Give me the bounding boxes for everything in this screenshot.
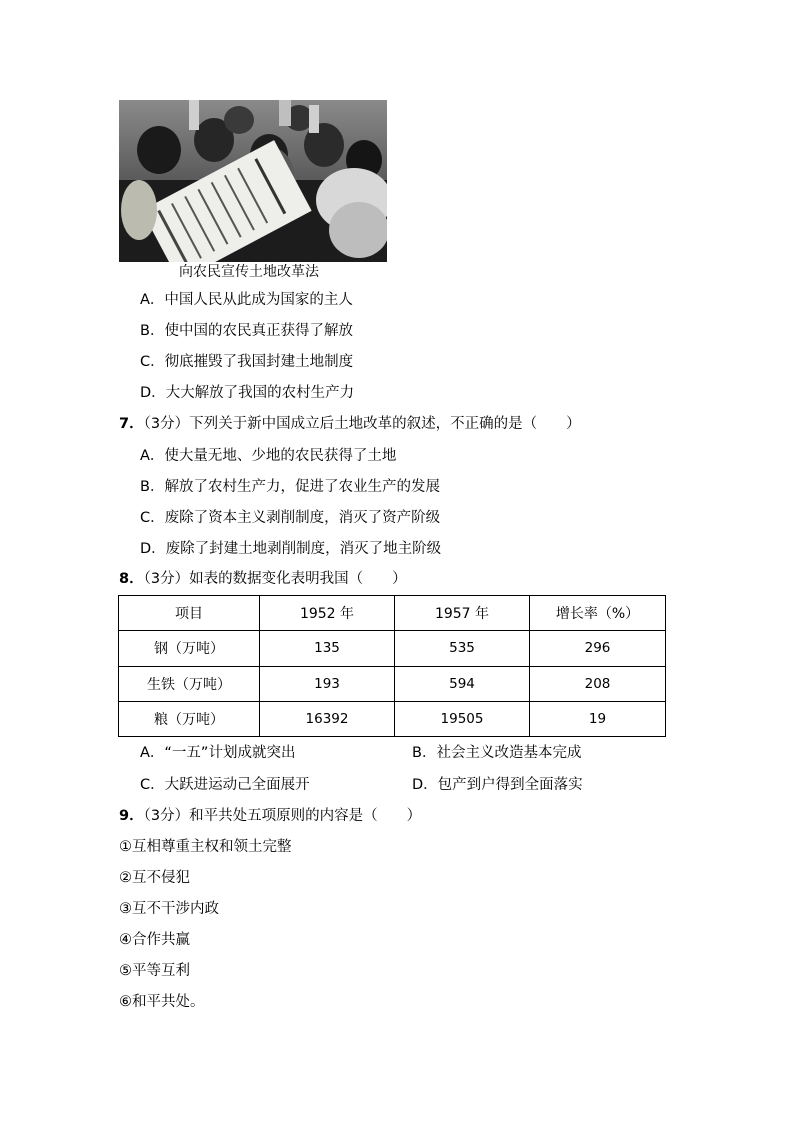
table-cell: 296 <box>530 631 666 666</box>
q8-option-a: A．“一五”计划成就突出 <box>140 745 296 761</box>
q8-option-d: D．包产到户得到全面落实 <box>412 777 583 793</box>
table-header: 增长率（%） <box>530 596 666 631</box>
q9-item-4: ④合作共赢 <box>119 932 190 948</box>
production-table <box>118 595 666 737</box>
photo-caption: 向农民宣传土地改革法 <box>179 264 319 280</box>
table-row <box>119 701 666 736</box>
question-7-stem: （3分）下列关于新中国成立后土地改革的叙述，不正确的是（ ） <box>143 416 581 432</box>
table-header-row <box>119 596 666 631</box>
table-cell: 535 <box>395 631 530 666</box>
q7-option-b: B．解放了农村生产力，促进了农业生产的发展 <box>140 479 440 495</box>
q9-item-1: ①互相尊重主权和领土完整 <box>119 839 292 855</box>
question-7 <box>119 414 581 434</box>
question-8-stem: （3分）如表的数据变化表明我国（ ） <box>143 571 407 587</box>
table-row <box>119 631 666 666</box>
table-cell: 16392 <box>260 701 395 736</box>
question-8-number: 8． <box>119 571 144 587</box>
question-8 <box>119 569 407 589</box>
table-cell: 135 <box>260 631 395 666</box>
photo-illustration <box>119 100 387 262</box>
q9-item-6: ⑥和平共处。 <box>119 994 205 1010</box>
q7-option-d: D．废除了封建土地剥削制度，消灭了地主阶级 <box>140 541 442 557</box>
question-7-number: 7． <box>119 416 144 432</box>
land-reform-photo <box>119 100 387 262</box>
table-cell: 193 <box>260 666 395 701</box>
question-9-number: 9． <box>119 808 144 824</box>
q8-option-c: C．大跃进运动己全面展开 <box>140 777 310 793</box>
table-cell: 生铁（万吨） <box>119 666 260 701</box>
table-header: 1952 年 <box>260 596 395 631</box>
table-cell: 208 <box>530 666 666 701</box>
table-cell: 19 <box>530 701 666 736</box>
table-header: 1957 年 <box>395 596 530 631</box>
table-cell: 19505 <box>395 701 530 736</box>
q7-option-a: A．使大量无地、少地的农民获得了土地 <box>140 448 397 464</box>
table-cell: 粮（万吨） <box>119 701 260 736</box>
table-cell: 594 <box>395 666 530 701</box>
q9-item-3: ③互不干涉内政 <box>119 901 219 917</box>
q6-option-a: A．中国人民从此成为国家的主人 <box>140 292 353 308</box>
table-row <box>119 666 666 701</box>
q6-option-c: C．彻底摧毁了我国封建土地制度 <box>140 354 354 370</box>
question-9-stem: （3分）和平共处五项原则的内容是（ ） <box>143 808 422 824</box>
table-header: 项目 <box>119 596 260 631</box>
q6-option-b: B．使中国的农民真正获得了解放 <box>140 323 353 339</box>
table-cell: 钢（万吨） <box>119 631 260 666</box>
q9-item-5: ⑤平等互利 <box>119 963 190 979</box>
q6-option-d: D．大大解放了我国的农村生产力 <box>140 385 355 401</box>
question-9 <box>119 806 421 826</box>
q9-item-2: ②互不侵犯 <box>119 870 190 886</box>
q7-option-c: C．废除了资本主义剥削制度，消灭了资产阶级 <box>140 510 441 526</box>
q8-option-b: B．社会主义改造基本完成 <box>412 745 582 761</box>
